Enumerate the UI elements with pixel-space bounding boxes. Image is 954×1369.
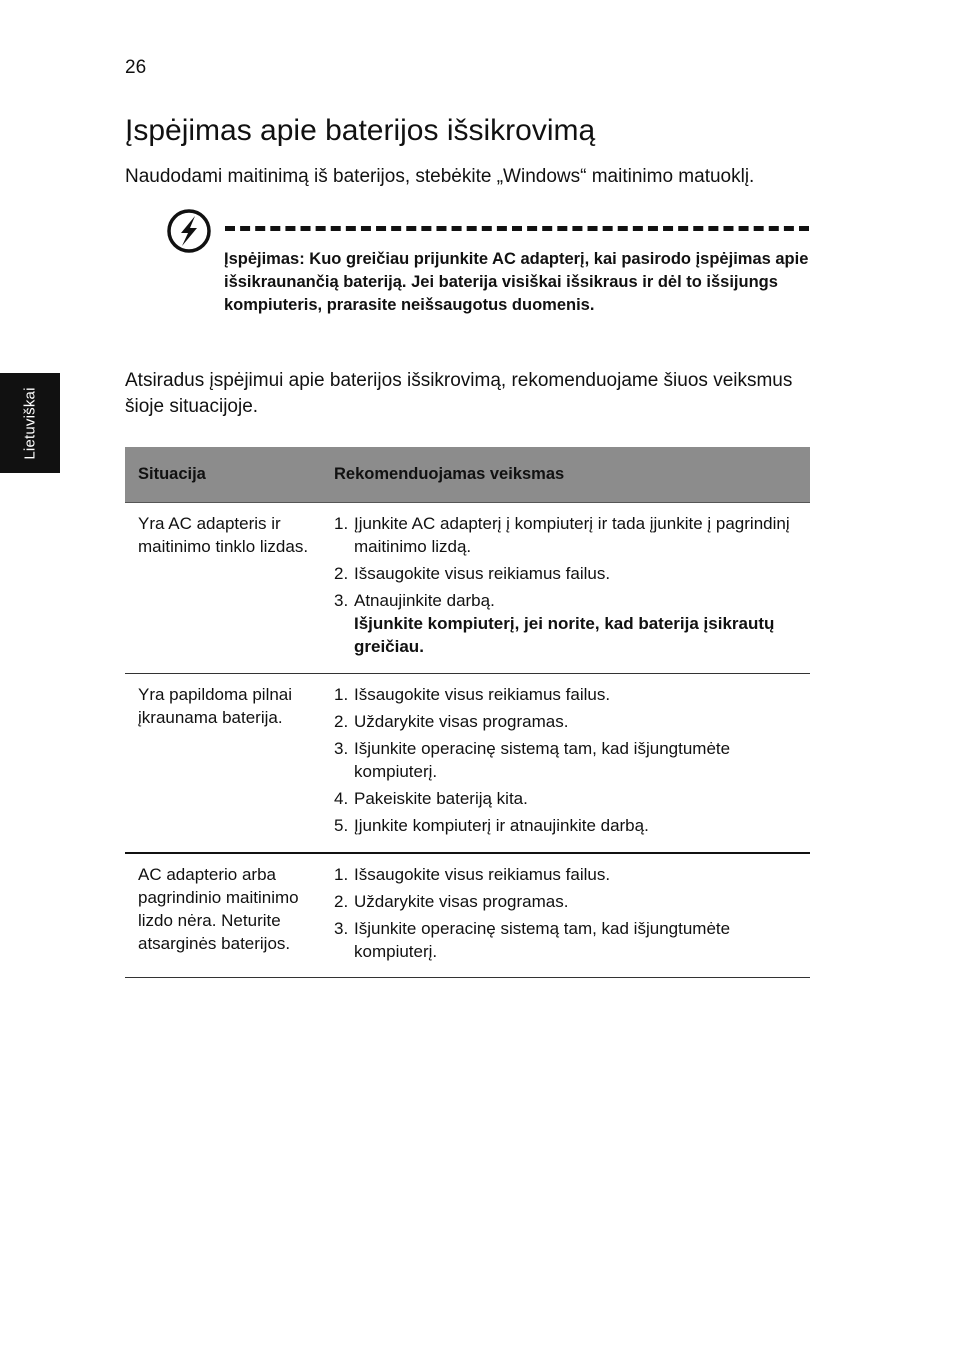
- situation-cell: AC adapterio arba pagrindinio maitinimo lizdo nėra. Neturite atsarginės baterijos.: [138, 865, 299, 953]
- list-item: 2. Išsaugokite visus reikiamus failus.: [334, 564, 611, 583]
- warning-text: Įspėjimas: Kuo greičiau prijunkite AC adapterį, kai pasirodo įspėjimas apie išsikraunančią bateriją. Jei baterija visiškai išsikraus ir dėl to išsijungs kompiuteris, prarasite neišsaugotus duomenis.: [224, 250, 809, 314]
- action-cell: [334, 854, 810, 977]
- warning-divider: [225, 226, 809, 231]
- list-item: 1. Įjunkite AC adapterį į kompiuterį ir tada įjunkite į pagrindinį maitinimo lizdą.: [334, 514, 790, 556]
- table-row: [125, 674, 810, 854]
- header-action: Rekomenduojamas veiksmas: [334, 465, 565, 483]
- intro-text: Naudodami maitinimą iš baterijos, stebėkite „Windows“ maitinimo matuoklį.: [125, 166, 755, 187]
- action-cell: [334, 503, 810, 673]
- action-cell: [334, 674, 810, 852]
- recommendation-table: [125, 447, 810, 978]
- list-item: 2. Uždarykite visas programas.: [334, 712, 569, 731]
- header-situation: Situacija: [138, 465, 206, 483]
- list-item: 1. Išsaugokite visus reikiamus failus.: [334, 865, 611, 884]
- table-header: [125, 447, 810, 503]
- bold-note: Išjunkite kompiuterį, jei norite, kad baterija įsikrautų greičiau.: [354, 614, 775, 656]
- list-item: 3. Atnaujinkite darbą. Išjunkite kompiuterį, jei norite, kad baterija įsikrautų greičiau.: [334, 589, 810, 658]
- list-item: 3. Išjunkite operacinę sistemą tam, kad išjungtumėte kompiuterį.: [334, 919, 731, 961]
- list-item: 4. Pakeiskite bateriją kita.: [334, 789, 528, 808]
- list-item: 5. Įjunkite kompiuterį ir atnaujinkite darbą.: [334, 816, 649, 835]
- page-number: 26: [125, 57, 147, 78]
- language-tab-label: Lietuviškai: [21, 386, 39, 460]
- list-item: 1. Išsaugokite visus reikiamus failus.: [334, 685, 611, 704]
- recommendation-paragraph: Atsiradus įspėjimui apie baterijos išsikrovimą, rekomenduojame šiuos veiksmus šioje situacijoje.: [125, 370, 793, 417]
- lightning-warning-icon: [166, 208, 212, 254]
- situation-cell: Yra AC adapteris ir maitinimo tinklo lizdas.: [138, 514, 309, 556]
- list-item: 2. Uždarykite visas programas.: [334, 892, 569, 911]
- table-row: [125, 503, 810, 674]
- page-title: Įspėjimas apie baterijos išsikrovimą: [125, 114, 596, 147]
- list-item: 3. Išjunkite operacinę sistemą tam, kad išjungtumėte kompiuterį.: [334, 739, 731, 781]
- situation-cell: Yra papildoma pilnai įkraunama baterija.: [138, 685, 293, 727]
- table-row: [125, 854, 810, 978]
- language-side-tab: [0, 373, 60, 473]
